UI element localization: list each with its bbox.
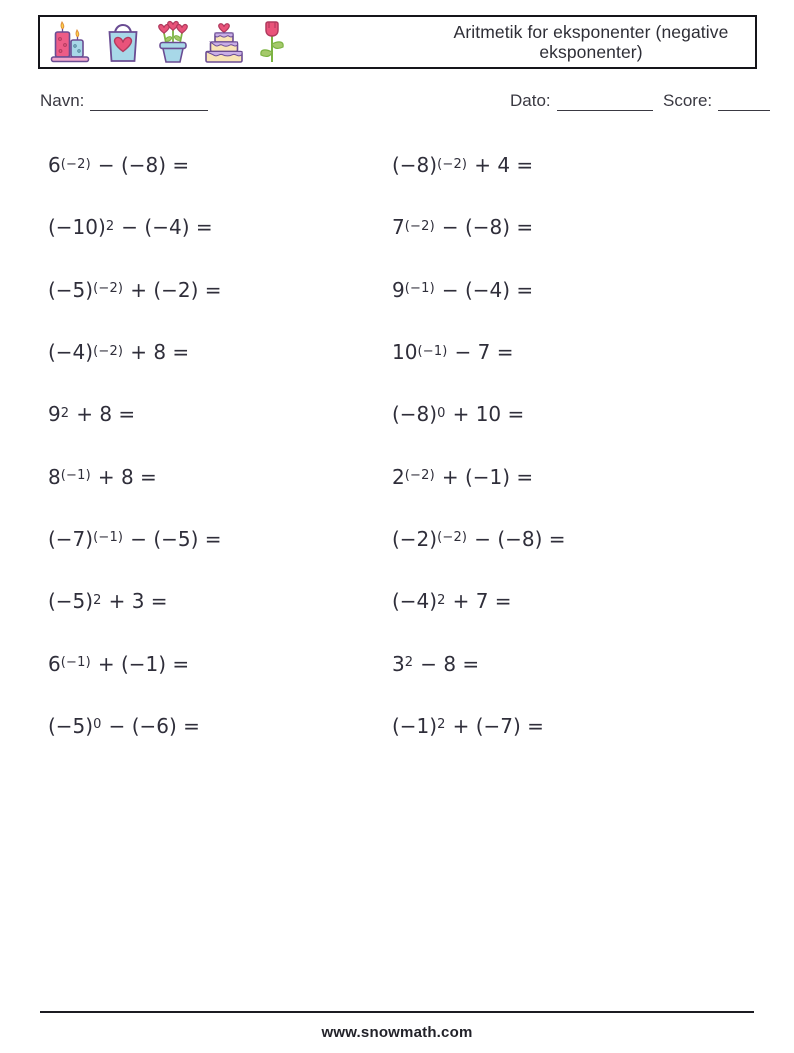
problem-expression (48, 445, 222, 507)
problem-expression (48, 695, 222, 757)
cake-icon (201, 19, 247, 65)
problem-exponent: (−1) (417, 343, 448, 359)
problem-operation: − (−8) = (474, 526, 566, 551)
date-blank[interactable] (557, 92, 653, 111)
problem-expression (48, 259, 222, 321)
problem-base: (−2) (392, 526, 438, 551)
problem-expression (392, 632, 566, 694)
problem-operation: + 8 = (130, 340, 190, 365)
problem-base: (−4) (392, 589, 438, 614)
problem-exponent: (−2) (60, 156, 91, 172)
problem-exponent: 2 (404, 655, 414, 671)
score-blank[interactable] (718, 92, 770, 111)
problem-expression (48, 134, 222, 196)
problem-exponent: 0 (437, 405, 446, 421)
problem-operation: + 8 = (97, 464, 157, 489)
problem-base: (−7) (48, 526, 94, 551)
problem-base: (−5) (48, 713, 94, 738)
name-label: Navn: (40, 91, 85, 110)
problem-operation: + (−2) = (130, 277, 222, 302)
problem-operation: − (−6) = (108, 713, 200, 738)
problem-exponent: 2 (105, 218, 115, 234)
decorative-icon-row (48, 19, 290, 65)
date-label: Dato: (510, 91, 551, 110)
problem-exponent: (−2) (93, 343, 124, 359)
problem-operation: + 3 = (108, 589, 168, 614)
problem-operation: − 7 = (454, 340, 514, 365)
problem-expression (48, 508, 222, 570)
problems-right (392, 134, 566, 757)
problem-base: (−5) (48, 589, 94, 614)
problem-expression (48, 632, 222, 694)
problem-base: (−10) (48, 215, 106, 240)
problem-expression (48, 570, 222, 632)
name-blank[interactable] (90, 92, 208, 111)
problem-operation: − (−4) = (441, 277, 534, 302)
problem-base: 7 (392, 215, 405, 240)
problem-base: 9 (48, 402, 61, 427)
problem-operation: − (−8) = (97, 153, 190, 178)
problem-expression (392, 134, 566, 196)
score-field (663, 91, 770, 111)
problem-exponent: (−1) (60, 468, 91, 484)
problem-expression (48, 383, 222, 445)
problem-operation: + 8 = (76, 402, 136, 427)
problem-operation: + (−1) = (97, 651, 190, 676)
problem-expression (392, 259, 566, 321)
problem-expression (392, 508, 566, 570)
problem-operation: + (−7) = (452, 713, 544, 738)
problem-operation: + 4 = (474, 153, 534, 178)
problem-exponent: 2 (60, 405, 70, 421)
header-box (38, 15, 757, 69)
problem-expression (392, 445, 566, 507)
problem-expression (392, 695, 566, 757)
problem-exponent: (−2) (404, 218, 435, 234)
problem-base: 6 (48, 153, 61, 178)
problem-exponent: (−2) (437, 156, 468, 172)
problem-exponent: (−1) (404, 281, 435, 297)
footer-url[interactable]: www.snowmath.com (321, 1024, 473, 1041)
problem-base: 3 (392, 651, 405, 676)
problem-base: (−5) (48, 277, 94, 302)
footer-divider (40, 1011, 754, 1013)
problem-base: 8 (48, 464, 61, 489)
problem-expression (392, 383, 566, 445)
problem-exponent: (−2) (93, 281, 124, 297)
gift-bag-icon (101, 19, 145, 65)
problem-exponent: 2 (437, 717, 446, 733)
worksheet-title-line1: Aritmetik for eksponenter (negative (453, 22, 729, 42)
problem-exponent: 0 (93, 717, 102, 733)
problems-left (48, 134, 222, 757)
problem-expression (48, 196, 222, 258)
problem-operation: − 8 = (420, 651, 480, 676)
worksheet-title-line2: eksponenter) (539, 42, 643, 62)
problem-operation: + 10 = (452, 402, 525, 427)
problem-base: 10 (392, 340, 418, 365)
rose-icon (254, 19, 290, 65)
problem-exponent: (−2) (404, 468, 435, 484)
score-label: Score: (663, 91, 713, 110)
problem-operation: + (−1) = (441, 464, 534, 489)
problem-base: 6 (48, 651, 61, 676)
problem-exponent: (−2) (437, 530, 468, 546)
candles-icon (48, 19, 94, 65)
problem-expression (48, 321, 222, 383)
problem-expression (392, 321, 566, 383)
worksheet-title (435, 17, 747, 67)
problem-base: (−8) (392, 402, 438, 427)
name-field (40, 91, 208, 111)
problem-base: (−1) (392, 713, 438, 738)
date-field (510, 91, 653, 111)
problem-operation: − (−5) = (130, 526, 222, 551)
problem-expression (392, 570, 566, 632)
flower-pot-icon (152, 19, 194, 65)
problem-base: (−8) (392, 153, 438, 178)
problem-base: (−4) (48, 340, 94, 365)
problem-base: 2 (392, 464, 405, 489)
problem-exponent: 2 (437, 592, 446, 608)
problem-operation: + 7 = (452, 589, 512, 614)
problem-exponent: (−1) (60, 655, 91, 671)
problem-expression (392, 196, 566, 258)
problem-operation: − (−4) = (121, 215, 213, 240)
problem-base: 9 (392, 277, 405, 302)
problem-exponent: (−1) (93, 530, 124, 546)
problem-exponent: 2 (93, 592, 102, 608)
problem-operation: − (−8) = (441, 215, 534, 240)
